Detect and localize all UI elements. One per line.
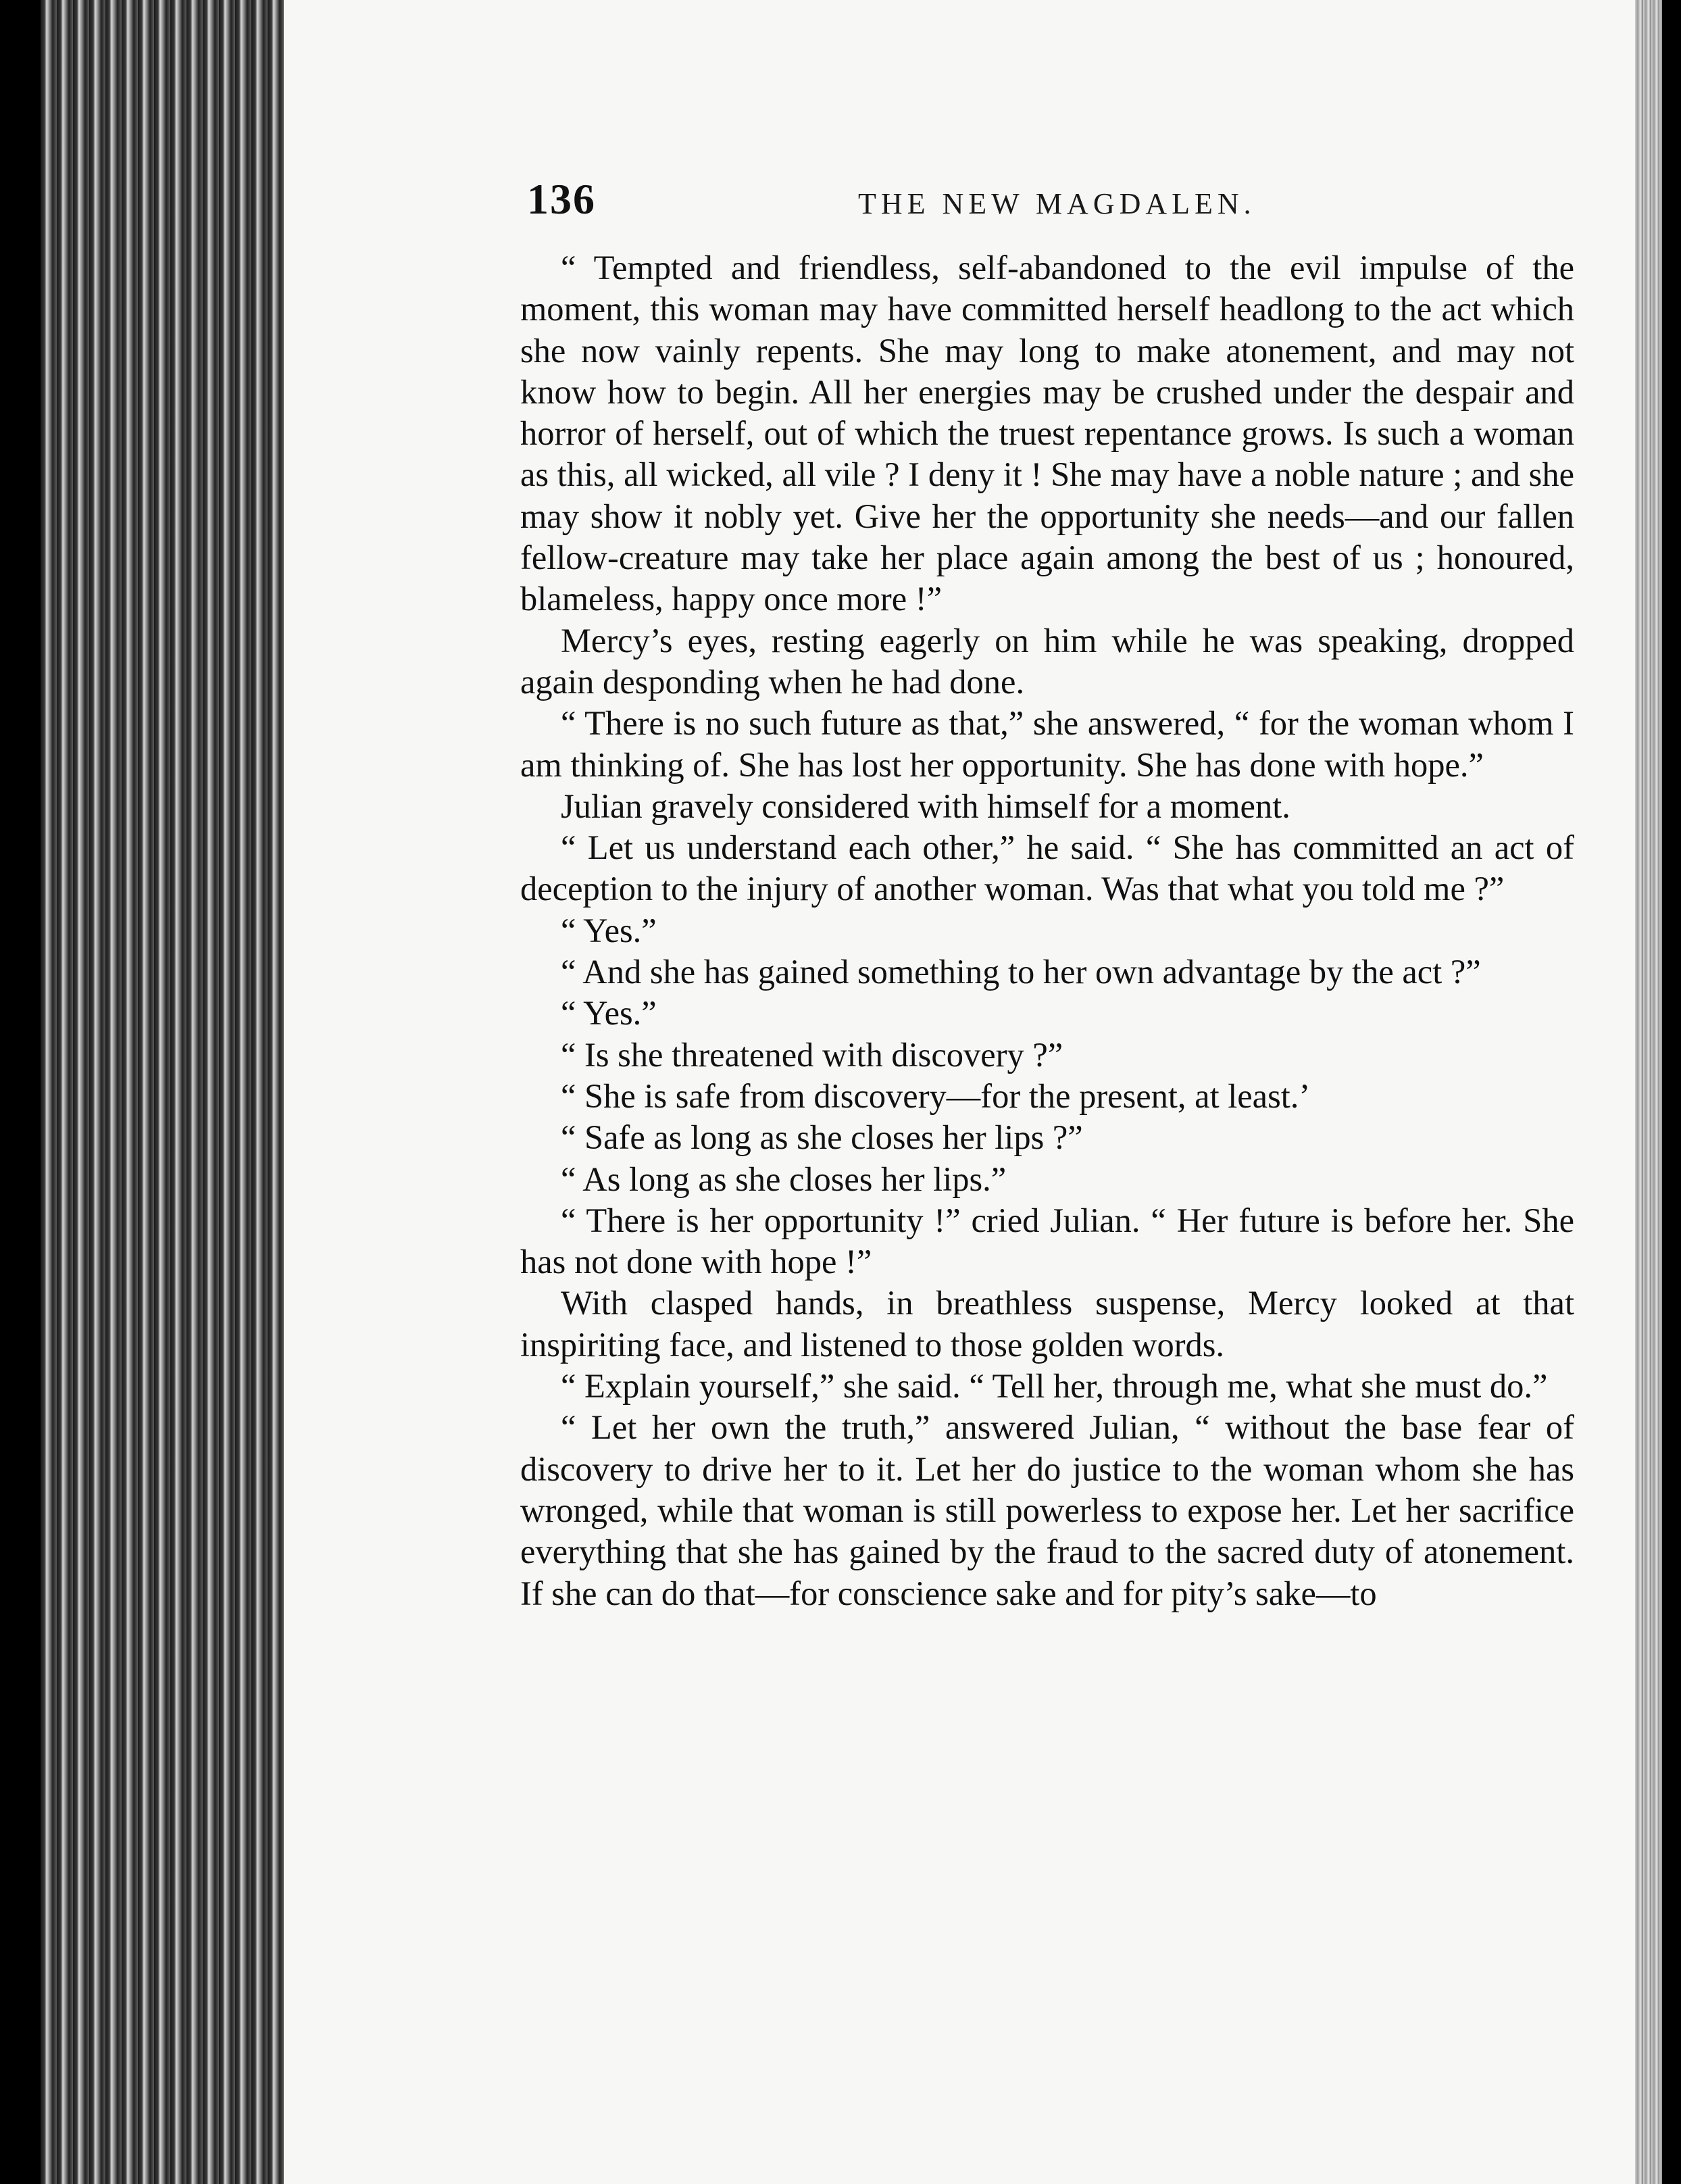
body-text	[520, 247, 1574, 1614]
paragraph: With clasped hands, in breathless suspense, Mercy looked at that inspiriting face, and listened to those golden words.	[520, 1284, 1574, 1364]
paragraph: “ And she has gained something to her own advantage by the act ?”	[561, 953, 1481, 991]
page-header	[527, 174, 1567, 228]
right-page-edge	[1635, 0, 1662, 2184]
paragraph: “ Yes.”	[561, 994, 657, 1033]
paragraph: Mercy’s eyes, resting eagerly on him while he was speaking, dropped again desponding when he had done.	[520, 621, 1574, 701]
paragraph: “ There is no such future as that,” she answered, “ for the woman whom I am thinking of. She has lost her opportunity. She has done with hope.”	[520, 704, 1574, 784]
paragraph: Julian gravely considered with himself for a moment.	[561, 787, 1290, 825]
book-page-edges	[41, 0, 311, 2184]
page-number: 136	[527, 175, 596, 223]
paragraph: “ Yes.”	[561, 911, 657, 949]
running-head: THE NEW MAGDALEN.	[858, 187, 1256, 220]
paragraph: “ Safe as long as she closes her lips ?”	[561, 1118, 1083, 1157]
paragraph: “ Is she threatened with discovery ?”	[561, 1035, 1063, 1074]
paragraph: “ Tempted and friendless, self-abandoned to the evil impulse of the moment, this woman may have committed herself headlong to the act which she now vainly repents. She may long to make atonement, and may not know how to begin. All her energies may be crushed under the despair and horror of herself, out of which the truest repentance grows. Is such a woman as this, all wicked, all vile ? I deny it ! She may have a noble nature ; and she may show it nobly yet. Give her the opportunity she needs—and our fallen fellow-creature may take her place again among the best of us ; honoured, blameless, happy once more !”	[520, 249, 1574, 618]
paragraph: “ Explain yourself,” she said. “ Tell her, through me, what she must do.”	[561, 1367, 1548, 1406]
paragraph: “ There is her opportunity !” cried Julian. “ Her future is before her. She has not done with hope !”	[520, 1201, 1574, 1281]
paragraph: “ Let her own the truth,” answered Julian, “ without the base fear of discovery to drive her to it. Let her do justice to the woman whom she has wronged, while that woman is still powerless to expose her. Let her sacrifice everything that she has gained by the fraud to the sacred duty of atonement. If she can do that—for conscience sake and for pity’s sake—to	[520, 1408, 1574, 1612]
paragraph: “ She is safe from discovery—for the present, at least.’	[561, 1076, 1311, 1115]
paragraph: “ Let us understand each other,” he said. “ She has committed an act of deception to the injury of another woman. Was that what you told me ?”	[520, 828, 1574, 908]
paragraph: “ As long as she closes her lips.”	[561, 1160, 1007, 1198]
